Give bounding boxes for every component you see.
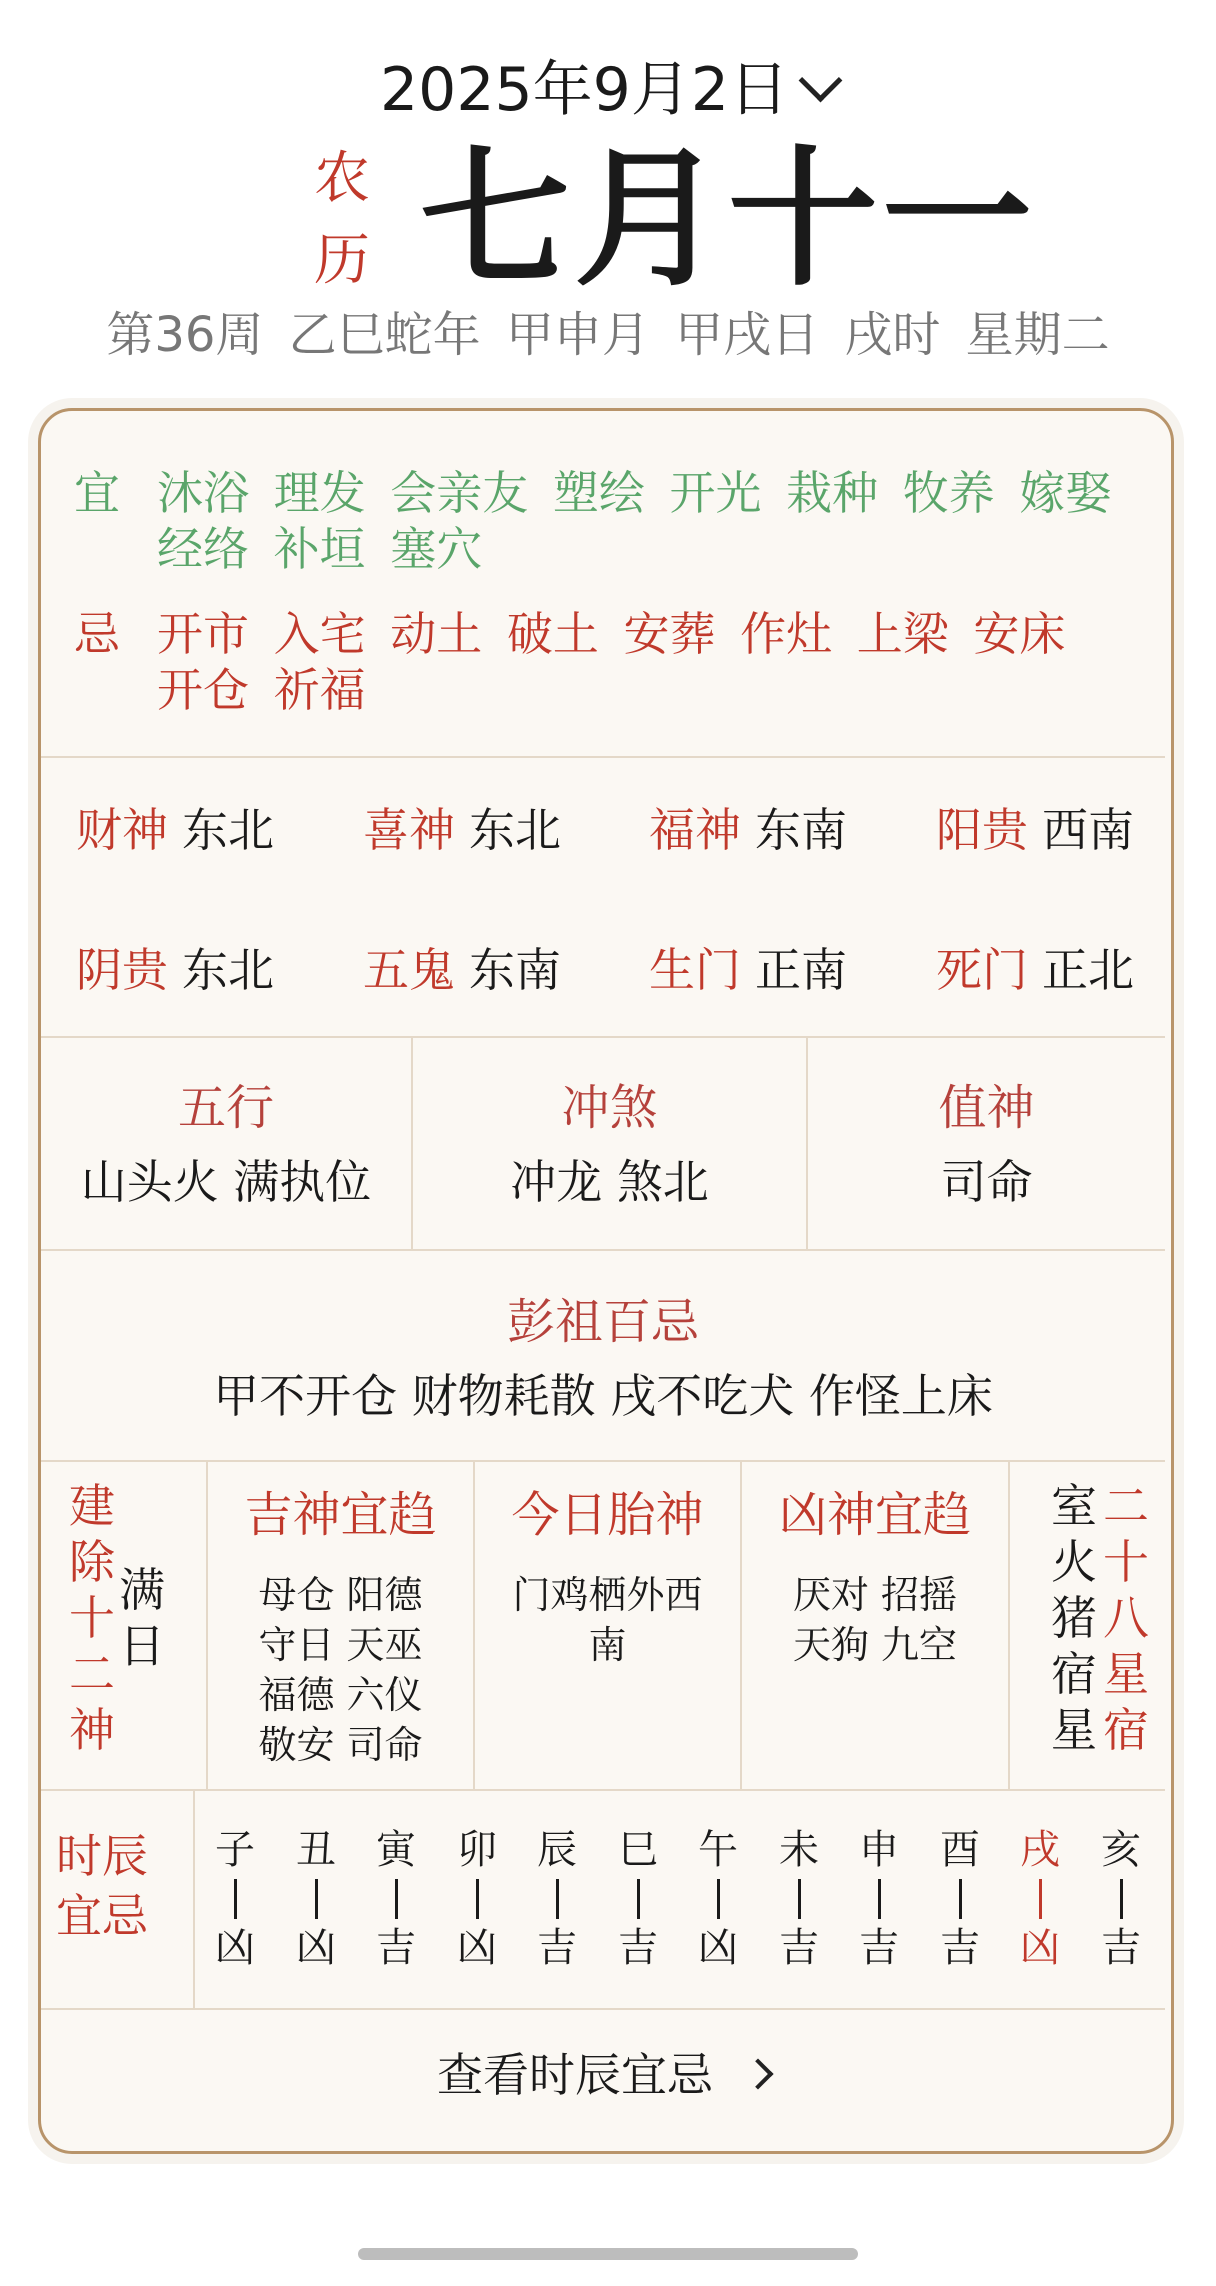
lunar-label-char: 农 <box>314 146 370 211</box>
wuxing-text: 山头火 满执位 <box>80 1155 372 1209</box>
hour-item-zi[interactable]: 子 凶 <box>215 1827 255 1971</box>
hour-item-chou[interactable]: 丑 凶 <box>296 1827 336 1971</box>
hour-item-wu[interactable]: 午 凶 <box>698 1827 738 1971</box>
hour-item-wei[interactable]: 未 吉 <box>779 1827 819 1971</box>
taishen-title: 今日胎神 <box>511 1487 704 1543</box>
jianchu-label: 建 除 十 二 神 <box>69 1479 115 1757</box>
divider <box>41 1460 1165 1462</box>
divider <box>41 756 1165 758</box>
zhishen-title: 值神 <box>938 1080 1035 1136</box>
jishen-list: 母仓 阳德 守日 天巫 福德 六仪 敬安 司命 <box>258 1573 423 1767</box>
chevron-right-icon <box>742 2058 773 2089</box>
view-hours-label: 查看时辰宜忌 <box>437 2048 713 2102</box>
xiongshen-title: 凶神宜趋 <box>778 1487 971 1543</box>
hour-item-you[interactable]: 酉 吉 <box>940 1827 980 1971</box>
xingxiu-label: 二 十 八 星 宿 <box>1103 1479 1149 1757</box>
pengzu-text: 甲不开仓 财物耗散 戌不吃犬 作怪上床 <box>213 1369 993 1423</box>
pengzu-title: 彭祖百忌 <box>506 1294 699 1350</box>
divider <box>1008 1461 1010 1789</box>
xiongshen-list: 厌对 招摇 天狗 九空 <box>792 1573 958 1667</box>
hour-item-si[interactable]: 巳 吉 <box>618 1827 658 1971</box>
divider <box>411 1037 413 1249</box>
ji-text: 开市 入宅 动土 破土 安葬 作灶 上梁 安床 开仓 祈福 <box>157 607 1066 717</box>
direction-wugui: 五鬼 东南 <box>363 943 561 997</box>
taishen-text: 门鸡栖外西 南 <box>512 1573 703 1667</box>
hour-item-xu[interactable]: 戌 凶 <box>1020 1827 1060 1971</box>
hour-item-chen[interactable]: 辰 吉 <box>537 1827 577 1971</box>
jishen-title: 吉神宜趋 <box>244 1487 437 1543</box>
lunar-label <box>312 138 372 302</box>
direction-yanggui: 阳贵 西南 <box>936 803 1134 857</box>
direction-fushen: 福神 东南 <box>649 803 847 857</box>
ji-label: 忌 <box>74 607 120 661</box>
direction-yingui: 阴贵 东北 <box>76 943 274 997</box>
date-label: 2025年9月2日 <box>379 55 790 125</box>
divider <box>193 1790 195 2010</box>
divider <box>41 1249 1165 1251</box>
chevron-down-icon <box>799 59 843 103</box>
zhishen-text: 司命 <box>940 1155 1033 1209</box>
xingxiu-value: 室 火 猪 宿 星 <box>1051 1479 1097 1757</box>
chongsha-title: 冲煞 <box>561 1080 658 1136</box>
direction-simen: 死门 正北 <box>936 943 1134 997</box>
yi-text: 沐浴 理发 会亲友 塑绘 开光 栽种 牧养 嫁娶 经络 补垣 塞穴 <box>157 466 1112 576</box>
hour-item-mao[interactable]: 卯 凶 <box>457 1827 497 1971</box>
date-picker[interactable] <box>0 50 1216 130</box>
view-hours-button[interactable] <box>41 2010 1165 2140</box>
hour-item-hai[interactable]: 亥 吉 <box>1101 1827 1141 1971</box>
yi-label: 宜 <box>74 466 120 520</box>
hour-item-yin[interactable]: 寅 吉 <box>376 1827 416 1971</box>
direction-caishen: 财神 东北 <box>76 803 274 857</box>
divider <box>806 1037 808 1249</box>
jianchu-value: 满 日 <box>119 1563 165 1673</box>
divider <box>41 1036 1165 1038</box>
wuxing-title: 五行 <box>177 1080 274 1136</box>
direction-xishen: 喜神 东北 <box>363 803 561 857</box>
divider <box>41 1789 1165 1791</box>
direction-shengmen: 生门 正南 <box>649 943 847 997</box>
hour-item-shen[interactable]: 申 吉 <box>859 1827 899 1971</box>
chongsha-text: 冲龙 煞北 <box>510 1155 709 1209</box>
hours-label: 时辰 宜忌 <box>56 1829 148 1943</box>
date-info: 第36周 乙巳蛇年 甲申月 甲戌日 戌时 星期二 <box>106 307 1110 363</box>
lunar-label-char: 历 <box>314 228 370 293</box>
lunar-date: 七月十一 <box>420 133 1037 307</box>
home-indicator[interactable] <box>358 2248 858 2260</box>
